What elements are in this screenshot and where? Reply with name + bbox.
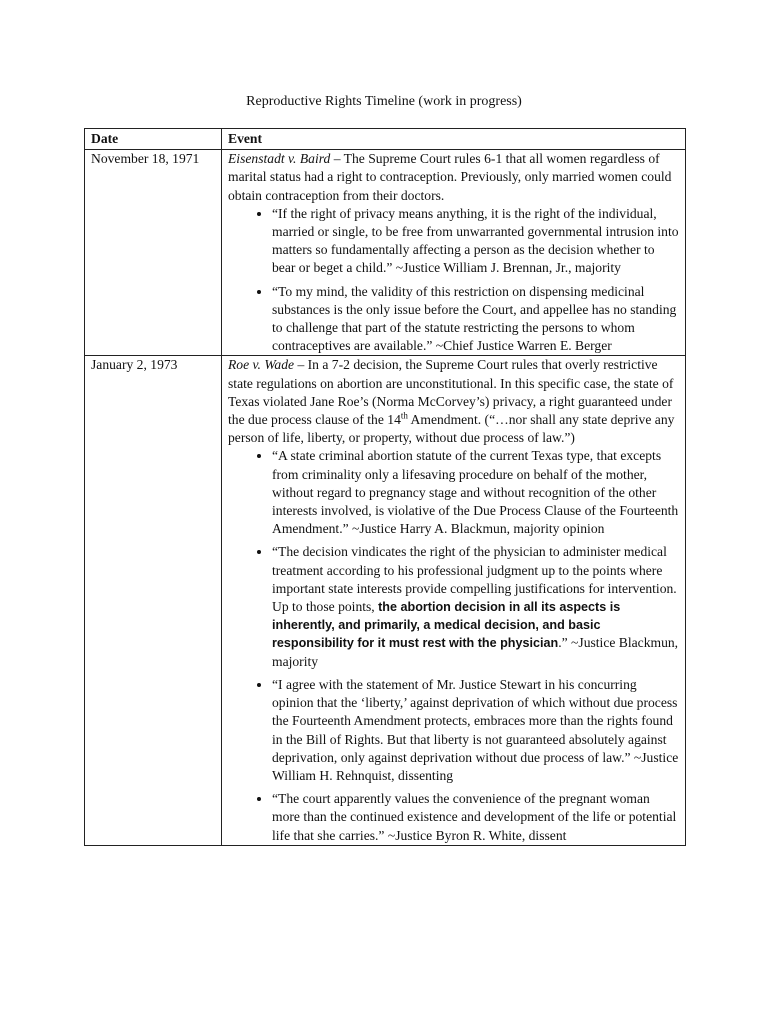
quote-list	[228, 447, 679, 844]
case-name: Eisenstadt v. Baird	[228, 151, 331, 167]
quote-text: “The decision vindicates the right of the physician to administer medical treatment according to his professional judgment up to the points where important state interests provide compelling justifications for intervention. Up to those points,	[272, 544, 677, 615]
table-header-row	[85, 129, 686, 150]
quote-item	[272, 543, 679, 670]
column-header-event: Event	[222, 129, 686, 150]
quote-item: • “If the right of privacy means anything, it is the right of the individual, married or single, to be free from unwarranted governmental intrusion into matters so fundamentally affecting a person as the decision whether to bear or beget a child.” ~Justice William J. Brennan, Jr., majority	[272, 205, 679, 278]
summary-text: Amendment. (“…nor shall any state deprive any person of life, liberty, or property, without due process of law.”)	[228, 412, 675, 446]
event-summary	[228, 150, 679, 205]
timeline-table	[84, 128, 686, 846]
quote-list	[228, 205, 679, 356]
row-date: January 2, 1973	[85, 356, 222, 845]
quote-item: • “To my mind, the validity of this restriction on dispensing medicinal substances is the only issue before the Court, and appellee has no standing to challenge that part of the statute restricting the persons to whom contraceptives are available.” ~Chief Justice Warren E. Berger	[272, 283, 679, 356]
quote-item: • “I agree with the statement of Mr. Justice Stewart in his concurring opinion that the ‘liberty,’ against deprivation of which without due process the Fourteenth Amendment protects, embraces more than the rights found in the Bill of Rights. But that liberty is not guaranteed absolutely against deprivation, only against deprivation without due process of law.” ~Justice William H. Rehnquist, dissenting	[272, 676, 679, 785]
table-row	[85, 150, 686, 356]
table-row	[85, 356, 686, 845]
row-date: November 18, 1971	[85, 150, 222, 356]
summary-text: – The Supreme Court rules 6-1 that all women regardless of marital status had a right to contraception. Previously, only married women could obtain contraception from their doctors.	[228, 151, 672, 203]
column-header-date: Date	[85, 129, 222, 150]
quote-emphasis: the abortion decision in all its aspects is inherently, and primarily, a medical decision, and basic responsibility for it must rest with the physician	[272, 600, 621, 651]
quote-text: .” ~Justice Blackmun, majority	[272, 635, 679, 669]
case-name: Roe v. Wade	[228, 357, 295, 373]
row-event	[222, 356, 686, 845]
document-title: Reproductive Rights Timeline (work in progress)	[246, 94, 522, 109]
row-event	[222, 150, 686, 356]
summary-text: – In a 7-2 decision, the Supreme Court rules that overly restrictive state regulations on abortion are unconstitutional. In this specific case, the state of Texas violated Jane Roe’s (Norma McCorvey’s) privacy, a right guaranteed under the due process clause of the 14	[228, 357, 674, 428]
quote-item: • “The court apparently values the convenience of the pregnant woman more than the continued existence and development of the life or potential life that she carries.” ~Justice Byron R. White, dissent	[272, 790, 679, 845]
quote-item: • “A state criminal abortion statute of the current Texas type, that excepts from criminality only a lifesaving procedure on behalf of the mother, without regard to pregnancy stage and without recognition of the other interests involved, is violative of the Due Process Clause of the Fourteenth Amendment.” ~Justice Harry A. Blackmun, majority opinion	[272, 447, 679, 538]
ordinal-superscript: th	[400, 410, 408, 421]
event-summary	[228, 356, 679, 447]
